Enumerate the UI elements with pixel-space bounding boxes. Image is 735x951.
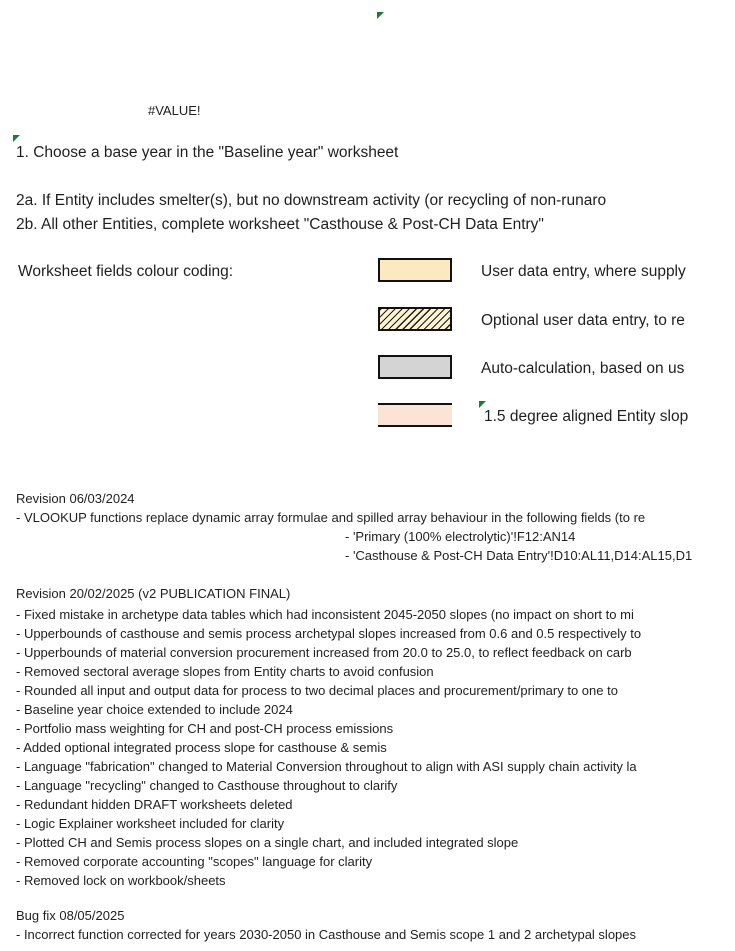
legend-swatch-optional-entry <box>378 307 452 331</box>
revision-1-subitem: - 'Primary (100% electrolytic)'!F12:AN14 <box>345 529 576 544</box>
revision-2-item: - Fixed mistake in archetype data tables which had inconsistent 2045-2050 slopes (no impact on short to mi <box>16 607 634 622</box>
revision-2-item: - Plotted CH and Semis process slopes on a single chart, and included integrated slope <box>16 835 519 850</box>
bugfix-item: - Incorrect function corrected for years 2030-2050 in Casthouse and Semis scope 1 and 2 archetypal slopes <box>16 927 637 942</box>
revision-2-item: - Removed corporate accounting "scopes" language for clarity <box>16 854 373 869</box>
legend-label-optional-entry: Optional user data entry, to re <box>481 312 685 329</box>
revision-2-item: - Rounded all input and output data for process to two decimal places and procurement/primary to one to <box>16 683 618 698</box>
revision-2-item: - Logic Explainer worksheet included for clarity <box>16 816 285 831</box>
error-cell: #VALUE! <box>148 103 201 118</box>
legend-title: Worksheet fields colour coding: <box>18 263 234 280</box>
legend-label-aligned-slope: 1.5 degree aligned Entity slop <box>484 408 689 425</box>
revision-2-item: - Added optional integrated process slope for casthouse & semis <box>16 740 387 755</box>
revision-2-item: - Removed lock on workbook/sheets <box>16 873 226 888</box>
revision-2-heading: Revision 20/02/2025 (v2 PUBLICATION FINAL) <box>16 586 291 601</box>
instruction-step-2b: 2b. All other Entities, complete worksheet "Casthouse & Post-CH Data Entry" <box>16 216 544 233</box>
revision-1-item: - VLOOKUP functions replace dynamic array formulae and spilled array behaviour in the following fields (to re <box>16 510 646 525</box>
revision-2-item: - Removed sectoral average slopes from Entity charts to avoid confusion <box>16 664 434 679</box>
revision-2-item: - Language "fabrication" changed to Material Conversion throughout to align with ASI supply chain activity la <box>16 759 637 774</box>
legend-swatch-user-entry <box>378 258 452 282</box>
legend-swatch-aligned-slope <box>378 403 452 427</box>
revision-2-list <box>16 605 641 890</box>
instruction-step-1: 1. Choose a base year in the "Baseline year" worksheet <box>16 144 399 161</box>
revision-1-heading: Revision 06/03/2024 <box>16 491 135 506</box>
bugfix-heading: Bug fix 08/05/2025 <box>16 908 125 923</box>
revision-2-item: - Upperbounds of casthouse and semis process archetypal slopes increased from 0.6 and 0.5 respectively to <box>16 626 642 641</box>
legend-label-user-entry: User data entry, where supply <box>481 263 686 280</box>
revision-2-item: - Upperbounds of material conversion procurement increased from 20.0 to 25.0, to reflect feedback on carb <box>16 645 632 660</box>
revision-2-item: - Portfolio mass weighting for CH and post-CH process emissions <box>16 721 394 736</box>
revision-2-item: - Redundant hidden DRAFT worksheets deleted <box>16 797 293 812</box>
legend-label-auto-calc: Auto-calculation, based on us <box>481 360 685 377</box>
revision-2-item: - Baseline year choice extended to include 2024 <box>16 702 293 717</box>
legend-swatch-auto-calc <box>378 355 452 379</box>
cell-flag-icon <box>377 12 384 19</box>
instruction-step-2a: 2a. If Entity includes smelter(s), but no downstream activity (or recycling of non-runaro <box>16 192 607 209</box>
revision-2-item: - Language "recycling" changed to Casthouse throughout to clarify <box>16 778 398 793</box>
cell-flag-icon <box>13 135 20 142</box>
revision-1-subitem: - 'Casthouse & Post-CH Data Entry'!D10:AL11,D14:AL15,D1 <box>345 548 693 563</box>
